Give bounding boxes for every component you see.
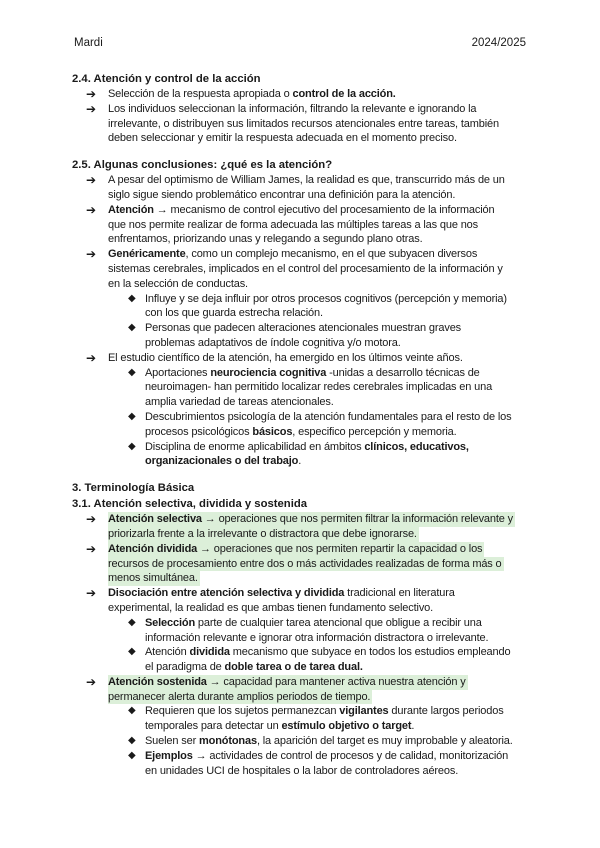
list-item: ➔ El estudio científico de la atención, ha emergido en los últimos veinte años. (86, 350, 463, 365)
diamond-bullet-icon: ◆ (128, 440, 136, 452)
arrow-right-icon: ➔ (86, 202, 96, 217)
document-body (72, 71, 532, 778)
header-left: Mardi (74, 37, 103, 49)
sub-list-item: ◆ Atención dividida mecanismo que subyace en todos los estudios empleando el paradigma de doble tarea o de tarea dual. (128, 646, 511, 674)
list-item: ➔ Genéricamente, como un complejo mecanismo, en el que subyacen diversos sistemas cerebrales, implicados en el control del procesamiento de la información y en la selección de conductas. (86, 247, 503, 290)
sub-list-item: ◆ Disciplina de enorme aplicabilidad en ámbitos clínicos, educativos, organizacionales o del trabajo. (128, 440, 469, 468)
diamond-bullet-icon: ◆ (128, 292, 136, 304)
arrow-right-icon: ➔ (86, 541, 96, 556)
list-item: ➔ Disociación entre atención selectiva y dividida tradicional en literatura experimental, la realidad es que ambas tienen fundamento selectivo. (86, 586, 455, 614)
arrow-right-icon: ➔ (86, 101, 96, 116)
section-heading: 2.4. Atención y control de la acción (72, 73, 261, 85)
sub-list-item: ◆ Requieren que los sujetos permanezcan vigilantes durante largos periodos temporales para detectar un estímulo objetivo o target. (128, 705, 504, 733)
arrow-right-icon: ➔ (86, 512, 96, 527)
section-heading: 2.5. Algunas conclusiones: ¿qué es la atención? (72, 159, 333, 172)
arrow-right-icon: ➔ (86, 586, 96, 601)
list-item: ➔ A pesar del optimismo de William James, la realidad es que, transcurrido más de un siglo sigue siendo problemático encontrar una definición para la atención. (86, 173, 505, 201)
header-right: 2024/2025 (471, 37, 526, 49)
arrow-right-icon: ➔ (86, 674, 96, 689)
diamond-bullet-icon: ◆ (128, 705, 136, 717)
sub-list-item: ◆ Selección parte de cualquier tarea atencional que obligue a recibir una información relevante e ignorar otra información distractora o irrelevante. (128, 616, 489, 644)
diamond-bullet-icon: ◆ (128, 616, 136, 628)
sub-list-item: ◆ Influye y se deja influir por otros procesos cognitivos (percepción y memoria) con los que guarda estrecha relación. (128, 292, 507, 320)
sub-list-item: ◆ Suelen ser monótonas, la aparición del target es muy improbable y aleatoria. (128, 735, 513, 748)
arrow-right-icon: ➔ (86, 247, 96, 262)
list-item-highlighted: ➔ Atención selectiva → operaciones que nos permiten filtrar la información relevante y priorizarla frente a la irrelevante o distractora que debe ignorarse. (86, 512, 513, 540)
sub-list-item: ◆ Aportaciones neurociencia cognitiva -unidas a desarrollo técnicas de neuroimagen- han permitido localizar redes cerebrales implicadas en una amplia variedad de tareas atencionales. (128, 366, 493, 409)
list-item-highlighted: ➔ Atención sostenida → capacidad para mantener activa nuestra atención y permanecer alerta durante amplios periodos de tiempo. (86, 674, 466, 703)
sub-list-item: ◆ Ejemplos → actividades de control de procesos y de calidad, monitorización en unidades UCI de hospitales o la labor de controladores aéreos. (128, 749, 509, 777)
list-item: ➔ Atención → mecanismo de control ejecutivo del procesamiento de la información que nos permite realizar de forma adecuada las múltiples tareas a las que nos enfrentamos, priorizando unas y relegando a segundo plano otras. (86, 202, 495, 246)
diamond-bullet-icon: ◆ (128, 322, 136, 334)
arrow-right-icon: ➔ (86, 350, 96, 365)
section-heading: 3. Terminología Básica (72, 482, 195, 495)
list-item: ➔ Selección de la respuesta apropiada o control de la acción. (86, 87, 396, 101)
subsection-heading: 3.1. Atención selectiva, dividida y sostenida (72, 498, 308, 511)
diamond-bullet-icon: ◆ (128, 749, 136, 761)
diamond-bullet-icon: ◆ (128, 735, 136, 747)
diamond-bullet-icon: ◆ (128, 646, 136, 658)
diamond-bullet-icon: ◆ (128, 410, 136, 422)
sub-list-item: ◆ Personas que padecen alteraciones atencionales muestran graves problemas adaptativos de índole cognitiva y/o motora. (128, 322, 462, 349)
sub-list-item: ◆ Descubrimientos psicología de la atención fundamentales para el resto de los procesos psicológicos básicos, especifico percepción y memoria. (128, 410, 512, 438)
arrow-right-icon: ➔ (86, 87, 96, 101)
list-item-highlighted: ➔ Atención dividida → operaciones que nos permiten repartir la capacidad o los recursos de procesamiento entre dos o más actividades realizadas de forma más o menos simultánea. (86, 541, 502, 585)
diamond-bullet-icon: ◆ (128, 366, 136, 378)
arrow-right-icon: ➔ (86, 173, 96, 188)
list-item: ➔ Los individuos seleccionan la información, filtrando la relevante e ignorando la irrelevante, o distribuyen sus limitados recursos atencionales entre tareas, también deben seleccionar y emitir la respuesta adecuada en el momento preciso. (86, 101, 499, 145)
